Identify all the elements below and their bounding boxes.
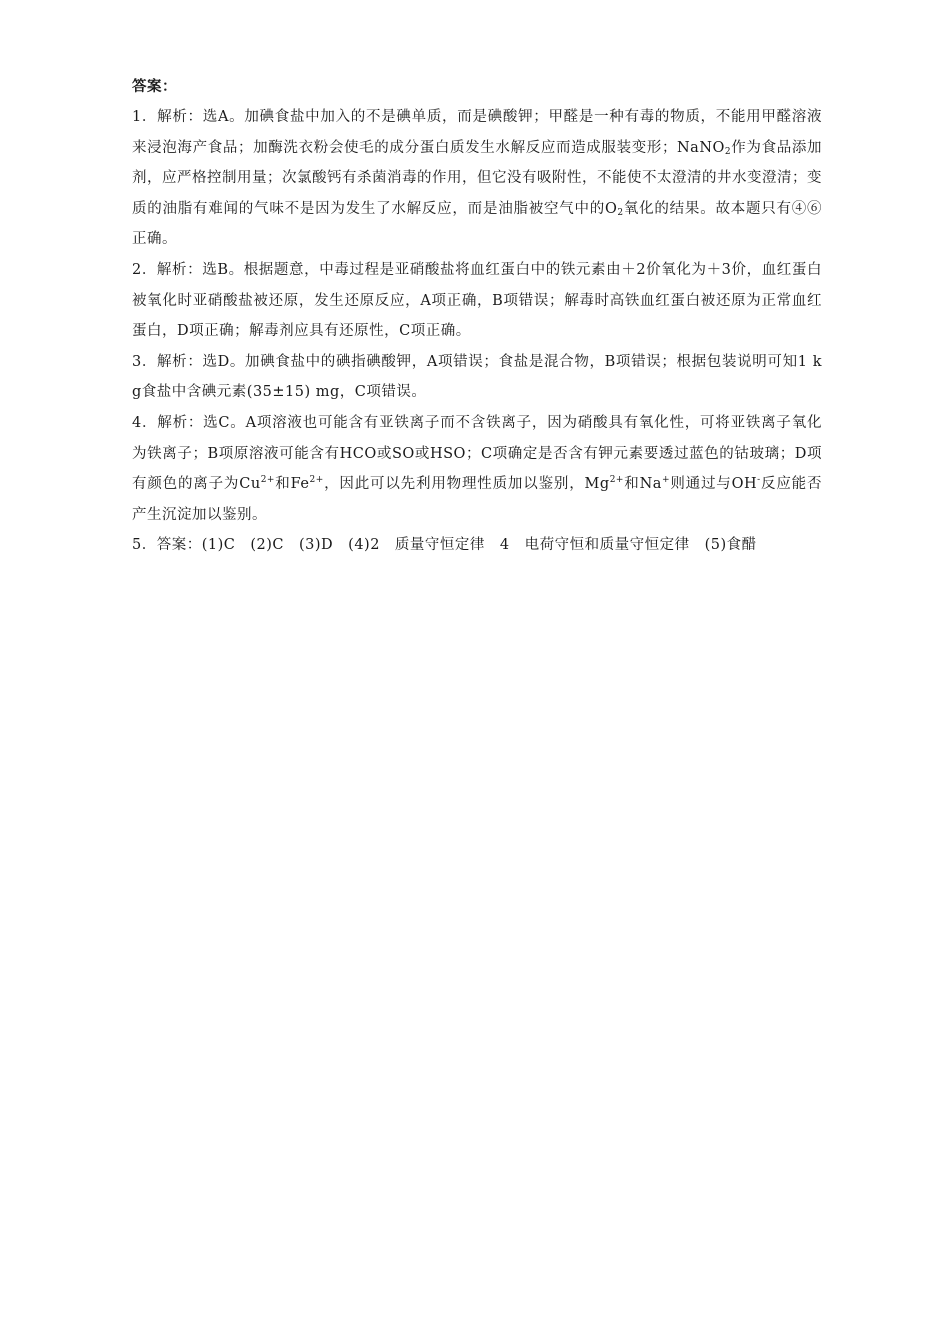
subscript-text: 2 bbox=[617, 207, 624, 218]
answer-text: 则通过与OH bbox=[670, 476, 758, 493]
subscript-text: 2 bbox=[724, 146, 732, 157]
answer-heading: 答案： bbox=[132, 79, 177, 95]
superscript-text: 2+ bbox=[309, 475, 324, 486]
answer-text: 3．解析：选D。加碘食盐中的碘指碘酸钾，A项错误；食盐是混合物，B项错误；根据包装说明可知1 kg食盐中含碘元素(35±15) mg，C项错误。 bbox=[132, 353, 822, 401]
answer-item-5 bbox=[132, 530, 822, 561]
answer-item-2 bbox=[132, 255, 822, 347]
answer-item-4 bbox=[132, 408, 822, 530]
superscript-text: 2+ bbox=[609, 475, 624, 486]
answer-item-1 bbox=[132, 102, 822, 255]
answer-text: 和Fe bbox=[274, 476, 310, 493]
answer-text: 4．解析：选C。A项溶液也可能含有亚铁离子而不含铁离子，因为硝酸具有氧化性，可将亚铁离子氧化为铁离子；B项原溶液可能含有HCO或SO或HSO；C项确定是否含有钾元素要透过蓝色的钴玻璃；D项有颜色的离子为Cu bbox=[132, 414, 822, 493]
answer-item-3 bbox=[132, 347, 822, 408]
answer-list bbox=[132, 102, 822, 561]
answer-document bbox=[132, 72, 822, 561]
answer-text: ，因此可以先利用物理性质加以鉴别，Mg bbox=[323, 476, 610, 493]
answer-text: 反应能否产生沉淀加以鉴别。 bbox=[132, 476, 822, 523]
superscript-text: - bbox=[757, 475, 761, 486]
answer-text: 2．解析：选B。根据题意，中毒过程是亚硝酸盐将血红蛋白中的铁元素由＋2价氧化为＋3价，血红蛋白被氧化时亚硝酸盐被还原，发生还原反应，A项正确，B项错误；解毒时高铁血红蛋白被还原为正常血红蛋白，D项正确；解毒剂应具有还原性，C项正确。 bbox=[132, 261, 822, 340]
superscript-text: + bbox=[661, 475, 670, 486]
answer-text: 作为食品添加剂，应严格控制用量；次氯酸钙有杀菌消毒的作用，但它没有吸附性，不能使不太澄清的井水变澄清；变质的油脂有难闻的气味不是因为发生了水解反应，而是油脂被空气中的O bbox=[132, 139, 822, 217]
answer-text: 5．答案：(1)C (2)C (3)D (4)2 质量守恒定律 4 电荷守恒和质量守恒定律 (5)食醋 bbox=[132, 537, 757, 554]
answer-text: 1．解析：选A。加碘食盐中加入的不是碘单质，而是碘酸钾；甲醛是一种有毒的物质，不能用甲醛溶液来浸泡海产食品；加酶洗衣粉会使毛的成分蛋白质发生水解反应而造成服装变形；NaNO bbox=[132, 109, 822, 156]
answer-text: 和Na bbox=[623, 476, 662, 493]
answer-text: 氧化的结果。故本题只有④⑥正确。 bbox=[132, 200, 823, 248]
superscript-text: 2+ bbox=[260, 475, 275, 486]
